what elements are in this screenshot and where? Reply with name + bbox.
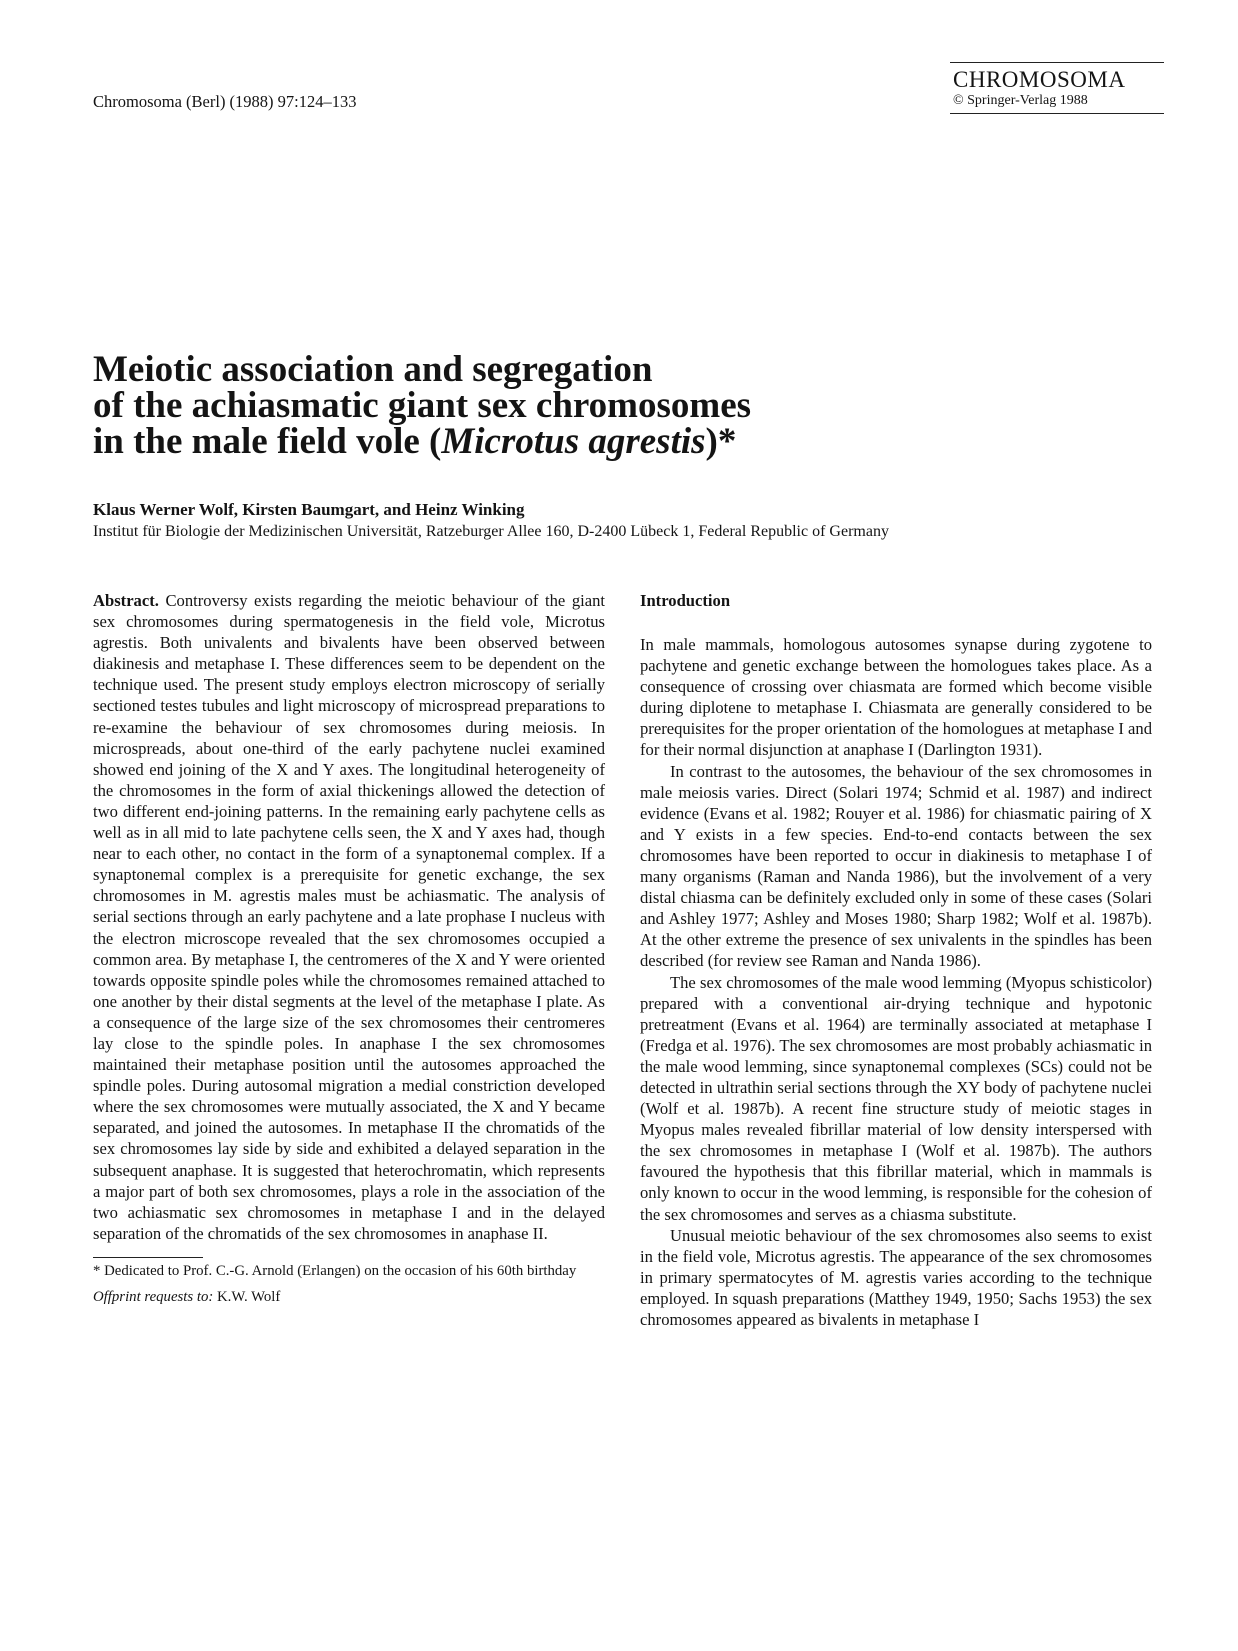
title-line-3: [93, 421, 1173, 462]
abstract: [93, 590, 605, 1244]
intro-paragraph-4: Unusual meiotic behaviour of the sex chromosomes also seems to exist in the field vole, Microtus agrestis. The appearance of the sex chromosomes in primary spermatocytes of M. agrestis varies according to the technique employed. In squash preparations (Matthey 1949, 1950; Sachs 1953) the sex chromosomes appeared as bivalents in metaphase I: [640, 1225, 1152, 1329]
offprint-name: K.W. Wolf: [217, 1288, 281, 1305]
intro-paragraph-1: In male mammals, homologous autosomes synapse during zygotene to pachytene and genetic exchange between the homologues takes place. As a consequence of crossing over chiasmata are formed which become visible during diplotene to metaphase I. Chiasmata are generally considered to be prerequisites for the proper orientation of the homologues at metaphase I and for their normal disjunction at anaphase I (Darlington 1931).: [640, 635, 1152, 760]
abstract-text: Controversy exists regarding the meiotic behaviour of the giant sex chromosomes during spermatogenesis in the field vole, Microtus agrestis. Both univalents and bivalents have been observed between diakinesis and metaphase I. These differences seem to be dependent on the technique used. The present study employs electron microscopy of serially sectioned testes tubules and light microscopy of microspread preparations to re-examine the behaviour of sex chromosomes during meiosis. In microspreads, about one-third of the early pachytene nuclei examined showed end joining of the X and Y axes. The longitudinal heterogeneity of the chromosomes in the form of axial thickenings allowed the detection of two different end-joining patterns. In the remaining early pachytene cells as well as in all mid to late pachytene cells seen, the X and Y axes had, though near to each other, no contact in the form of a synaptonemal complex. If a synaptonemal complex is a prerequisite for genetic exchange, the sex chromosomes in M. agrestis males must be achiasmatic. The analysis of serial sections through an early pachytene and a late prophase I nucleus with the electron microscope revealed that the sex chromosomes occupied a common area. By metaphase I, the centromeres of the X and Y were oriented towards opposite spindle poles while the chromosomes remained attached to one another by their distal segments at the level of the metaphase I plate. As a consequence of the large size of the sex chromosomes their centromeres lay close to the spindle poles. In anaphase I the sex chromosomes maintained their metaphase position until the autosomes approached the spindle poles. During autosomal migration a medial constriction developed where the sex chromosomes were mutually associated, the X and Y became separated, and joined the autosomes. In metaphase II the chromatids of the sex chromosomes lay side by side and exhibited a delayed separation in the subsequent anaphase. It is suggested that heterochromatin, which represents a major part of both sex chromosomes, plays a role in the association of the two achiasmatic sex chromosomes in metaphase I and in the delayed separation of the chromatids of the sex chromosomes in anaphase II.: [93, 591, 605, 1243]
footnote-divider: [93, 1257, 203, 1258]
dedication-footnote: * Dedicated to Prof. C.-G. Arnold (Erlangen) on the occasion of his 60th birthday: [93, 1262, 577, 1279]
title-line-1: Meiotic association and segregation: [93, 349, 653, 390]
offprint-note: [93, 1288, 605, 1307]
intro-paragraph-2: In contrast to the autosomes, the behaviour of the sex chromosomes in male meiosis varies. Direct (Solari 1974; Schmid et al. 1987) and indirect evidence (Evans et al. 1982; Rouyer et al. 1986) for chiasmatic pairing of X and Y exists in a few species. End-to-end contacts between the sex chromosomes have been reported to occur in diakinesis to metaphase I of many organisms (Raman and Nanda 1986), but the involvement of a very distal chiasma can be definitely excluded only in some of these cases (Solari and Ashley 1977; Ashley and Moses 1980; Sharp 1982; Wolf et al. 1987b). At the other extreme the presence of sex univalents in the spindles has been described (for review see Raman and Nanda 1986).: [640, 761, 1152, 971]
author-list: Klaus Werner Wolf, Kirsten Baumgart, and Heinz Winking: [93, 500, 525, 519]
title-line-2: of the achiasmatic giant sex chromosomes: [93, 385, 752, 426]
masthead-bottom-rule: [950, 113, 1164, 114]
journal-name: CHROMOSOMA: [953, 67, 1126, 92]
right-column: [640, 590, 1152, 1330]
introduction-heading: Introduction: [640, 591, 731, 610]
journal-citation: Chromosoma (Berl) (1988) 97:124–133: [93, 92, 357, 111]
article-title: [93, 349, 1173, 462]
journal-masthead: [950, 62, 1164, 114]
title-line-3-suffix: )*: [705, 421, 737, 462]
intro-paragraph-3: The sex chromosomes of the male wood lemming (Myopus schisticolor) prepared with a conventional air-drying technique and hypotonic pretreatment (Evans et al. 1964) are terminally associated at metaphase I (Fredga et al. 1976). The sex chromosomes are most probably achiasmatic in the male wood lemming, since synaptonemal complexes (SCs) could not be detected in ultrathin serial sections through the XY body of pachytene nuclei (Wolf et al. 1987b). A recent fine structure study of meiotic stages in Myopus males revealed fibrillar material of low density interspersed with the sex chromosomes in metaphase I (Wolf et al. 1987b). The authors favoured the hypothesis that this fibrillar material, which in mammals is only known to occur in the wood lemming, is responsible for the cohesion of the sex chromosomes and serves as a chiasma substitute.: [640, 972, 1152, 1224]
publisher-copyright: © Springer-Verlag 1988: [953, 93, 1088, 108]
masthead-top-rule: [950, 62, 1164, 63]
offprint-label: Offprint requests to:: [93, 1288, 214, 1305]
abstract-label: Abstract.: [93, 591, 159, 610]
author-affiliation: Institut für Biologie der Medizinischen Universität, Ratzeburger Allee 160, D-2400 Lübeck 1, Federal Republic of Germany: [93, 523, 889, 540]
left-column: [93, 590, 605, 1307]
title-line-3-prefix: in the male field vole (: [93, 421, 442, 462]
title-species-name: Microtus agrestis: [441, 421, 706, 462]
